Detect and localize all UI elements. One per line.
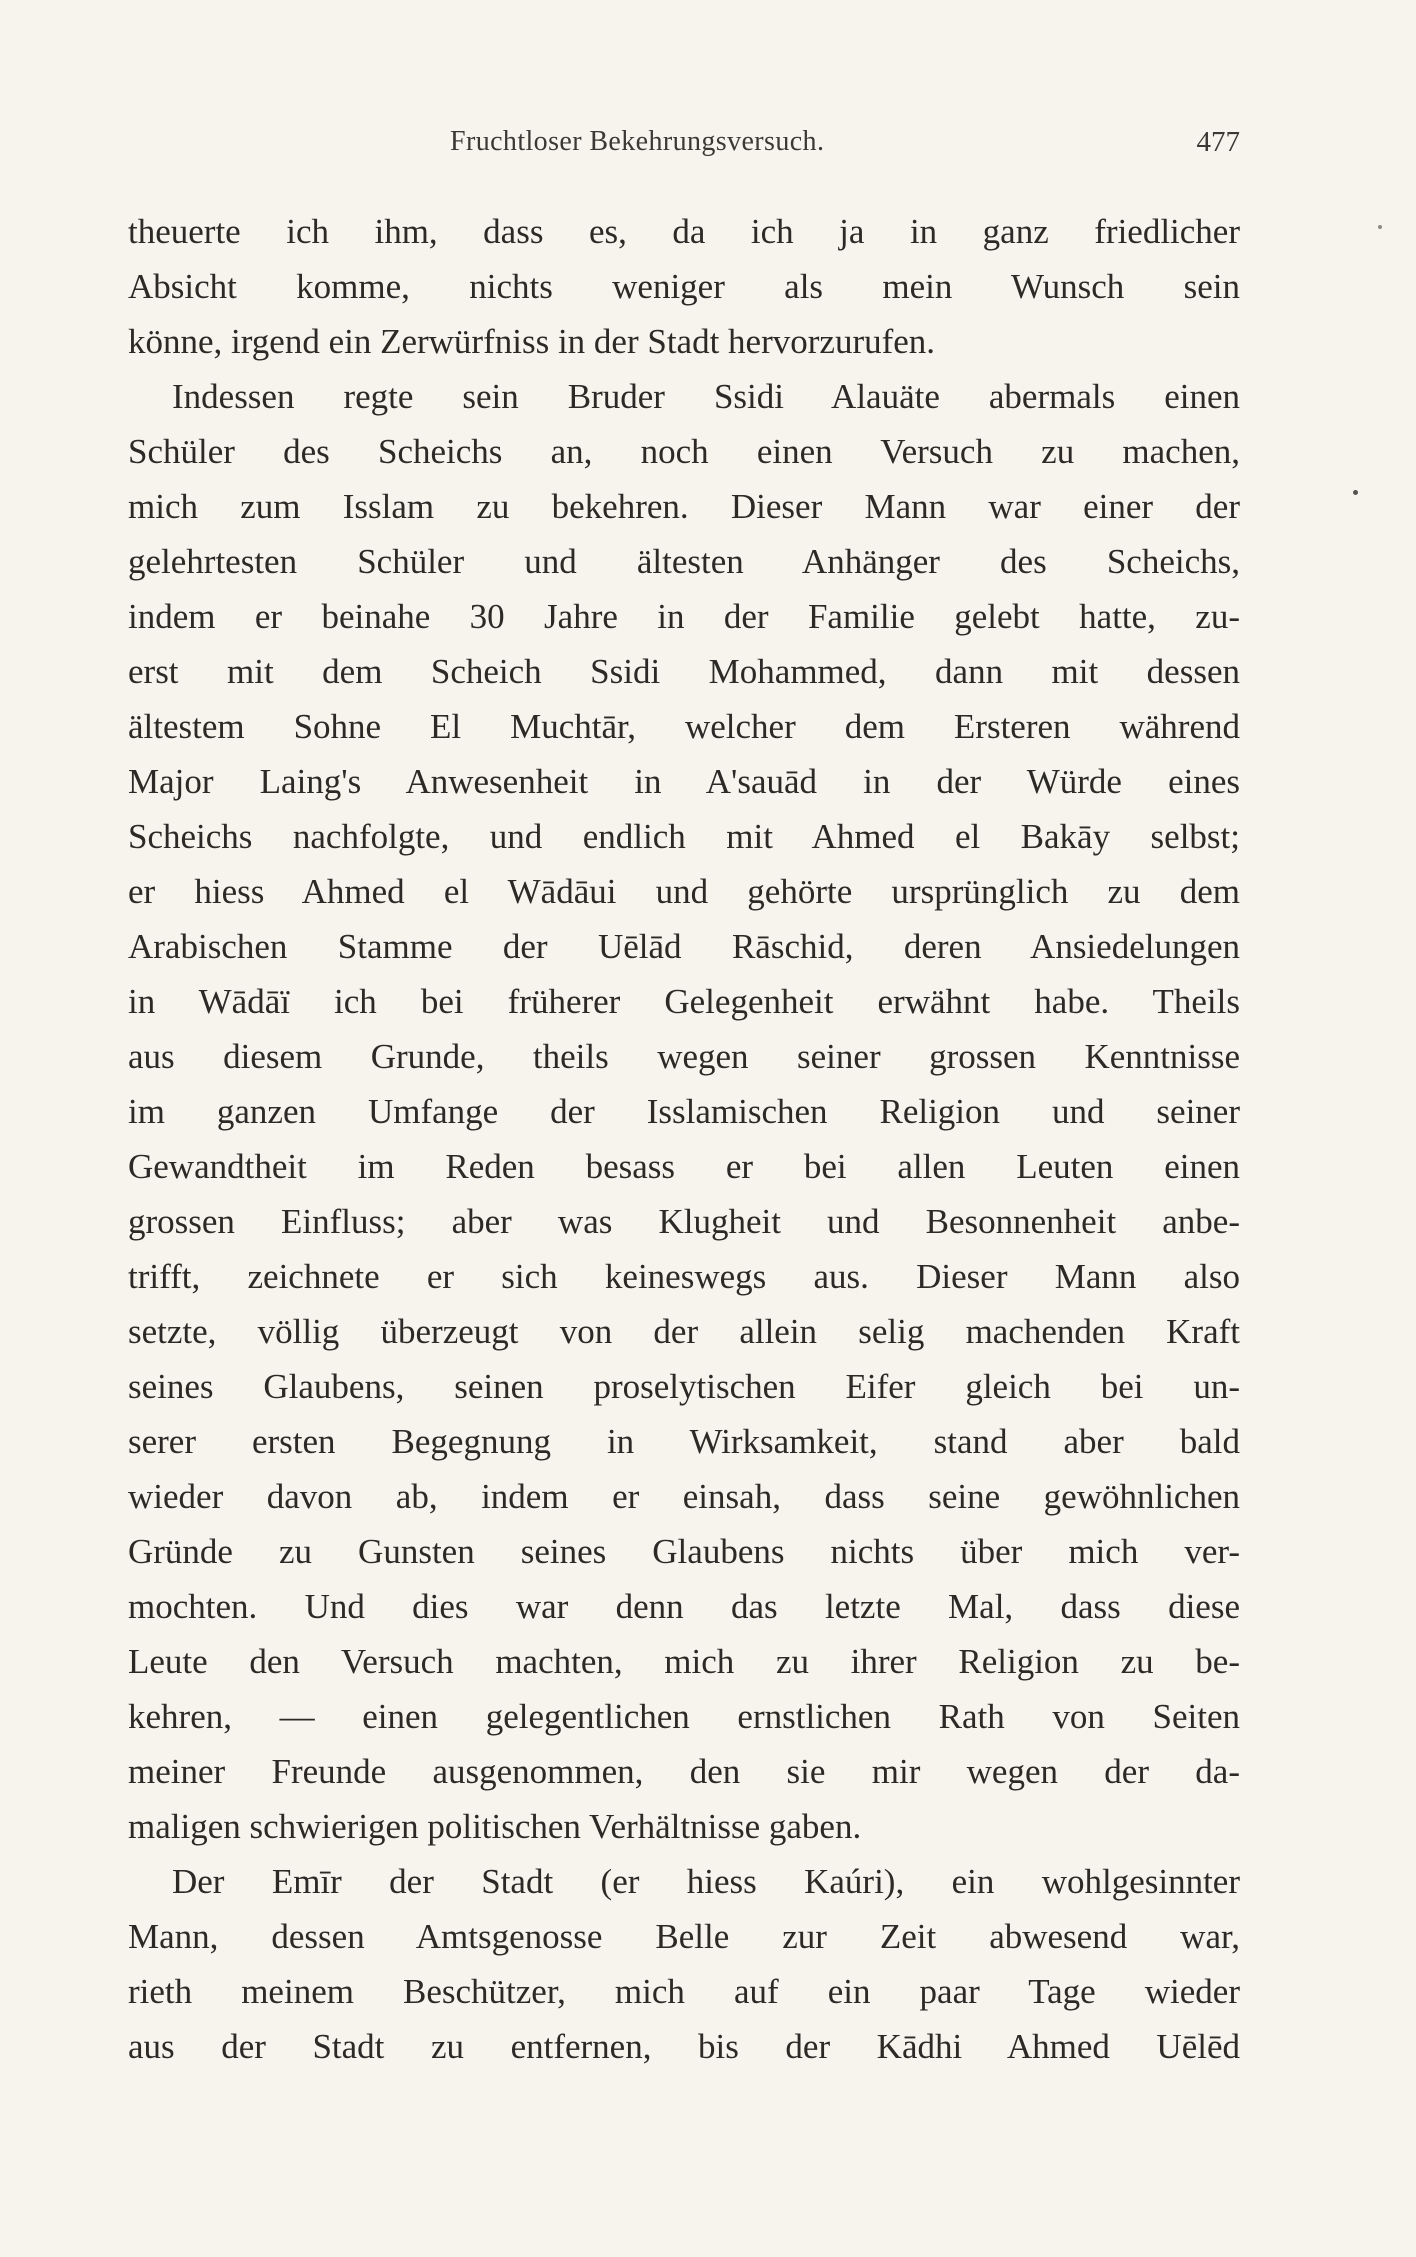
text-line: Der Emīr der Stadt (er hiess Kaúri), ein wohlgesinnter bbox=[172, 1862, 1240, 1901]
text-line: gelehrtesten Schüler und ältesten Anhänger des Scheichs, bbox=[128, 542, 1240, 581]
text-line: Indessen regte sein Bruder Ssidi Alauäte abermals einen bbox=[172, 377, 1240, 416]
text-line: Gewandtheit im Reden besass er bei allen Leuten einen bbox=[128, 1147, 1240, 1186]
text-line: Mann, dessen Amtsgenosse Belle zur Zeit abwesend war, bbox=[128, 1917, 1240, 1956]
text-line: meiner Freunde ausgenommen, den sie mir wegen der da- bbox=[128, 1752, 1240, 1791]
text-line: im ganzen Umfange der Isslamischen Religion und seiner bbox=[128, 1092, 1240, 1131]
running-head: Fruchtloser Bekehrungsversuch. bbox=[450, 126, 825, 157]
margin-speck bbox=[1378, 225, 1382, 229]
text-line: grossen Einfluss; aber was Klugheit und Besonnenheit anbe- bbox=[128, 1202, 1240, 1241]
body-text bbox=[128, 204, 1240, 2074]
text-line: maligen schwierigen politischen Verhältnisse gaben. bbox=[128, 1807, 862, 1846]
text-line: mochten. Und dies war denn das letzte Mal, dass diese bbox=[128, 1587, 1240, 1626]
text-line: Arabischen Stamme der Uēlād Rāschid, deren Ansiedelungen bbox=[128, 927, 1240, 966]
text-line: wieder davon ab, indem er einsah, dass seine gewöhnlichen bbox=[128, 1477, 1240, 1516]
margin-speck bbox=[1353, 490, 1358, 495]
text-line: theuerte ich ihm, dass es, da ich ja in ganz friedlicher bbox=[128, 212, 1240, 251]
page-number: 477 bbox=[1196, 126, 1240, 158]
text-line: serer ersten Begegnung in Wirksamkeit, stand aber bald bbox=[128, 1422, 1240, 1461]
text-line: er hiess Ahmed el Wādāui und gehörte ursprünglich zu dem bbox=[128, 872, 1240, 911]
text-line: Scheichs nachfolgte, und endlich mit Ahmed el Bakāy selbst; bbox=[128, 817, 1240, 856]
text-line: aus diesem Grunde, theils wegen seiner grossen Kenntnisse bbox=[128, 1037, 1240, 1076]
text-line: Gründe zu Gunsten seines Glaubens nichts über mich ver- bbox=[128, 1532, 1240, 1571]
text-line: rieth meinem Beschützer, mich auf ein paar Tage wieder bbox=[128, 1972, 1240, 2011]
text-line: mich zum Isslam zu bekehren. Dieser Mann war einer der bbox=[128, 487, 1240, 526]
page-header bbox=[128, 126, 1240, 166]
text-line: Leute den Versuch machten, mich zu ihrer Religion zu be- bbox=[128, 1642, 1240, 1681]
text-line: seines Glaubens, seinen proselytischen Eifer gleich bei un- bbox=[128, 1367, 1240, 1406]
text-line: setzte, völlig überzeugt von der allein selig machenden Kraft bbox=[128, 1312, 1240, 1351]
text-line: Major Laing's Anwesenheit in A'sauād in der Würde eines bbox=[128, 762, 1240, 801]
text-line: erst mit dem Scheich Ssidi Mohammed, dann mit dessen bbox=[128, 652, 1240, 691]
text-line: in Wādāï ich bei früherer Gelegenheit erwähnt habe. Theils bbox=[128, 982, 1240, 1021]
text-line: aus der Stadt zu entfernen, bis der Kādhi Ahmed Uēlēd bbox=[128, 2027, 1240, 2066]
text-line: ältestem Sohne El Muchtār, welcher dem Ersteren während bbox=[128, 707, 1240, 746]
text-line: Absicht komme, nichts weniger als mein Wunsch sein bbox=[128, 267, 1240, 306]
text-line: kehren, — einen gelegentlichen ernstlichen Rath von Seiten bbox=[128, 1697, 1240, 1736]
text-line: indem er beinahe 30 Jahre in der Familie gelebt hatte, zu- bbox=[128, 597, 1240, 636]
text-line: Schüler des Scheichs an, noch einen Versuch zu machen, bbox=[128, 432, 1240, 471]
text-line: trifft, zeichnete er sich keineswegs aus. Dieser Mann also bbox=[128, 1257, 1240, 1296]
text-line: könne, irgend ein Zerwürfniss in der Stadt hervorzurufen. bbox=[128, 322, 936, 361]
